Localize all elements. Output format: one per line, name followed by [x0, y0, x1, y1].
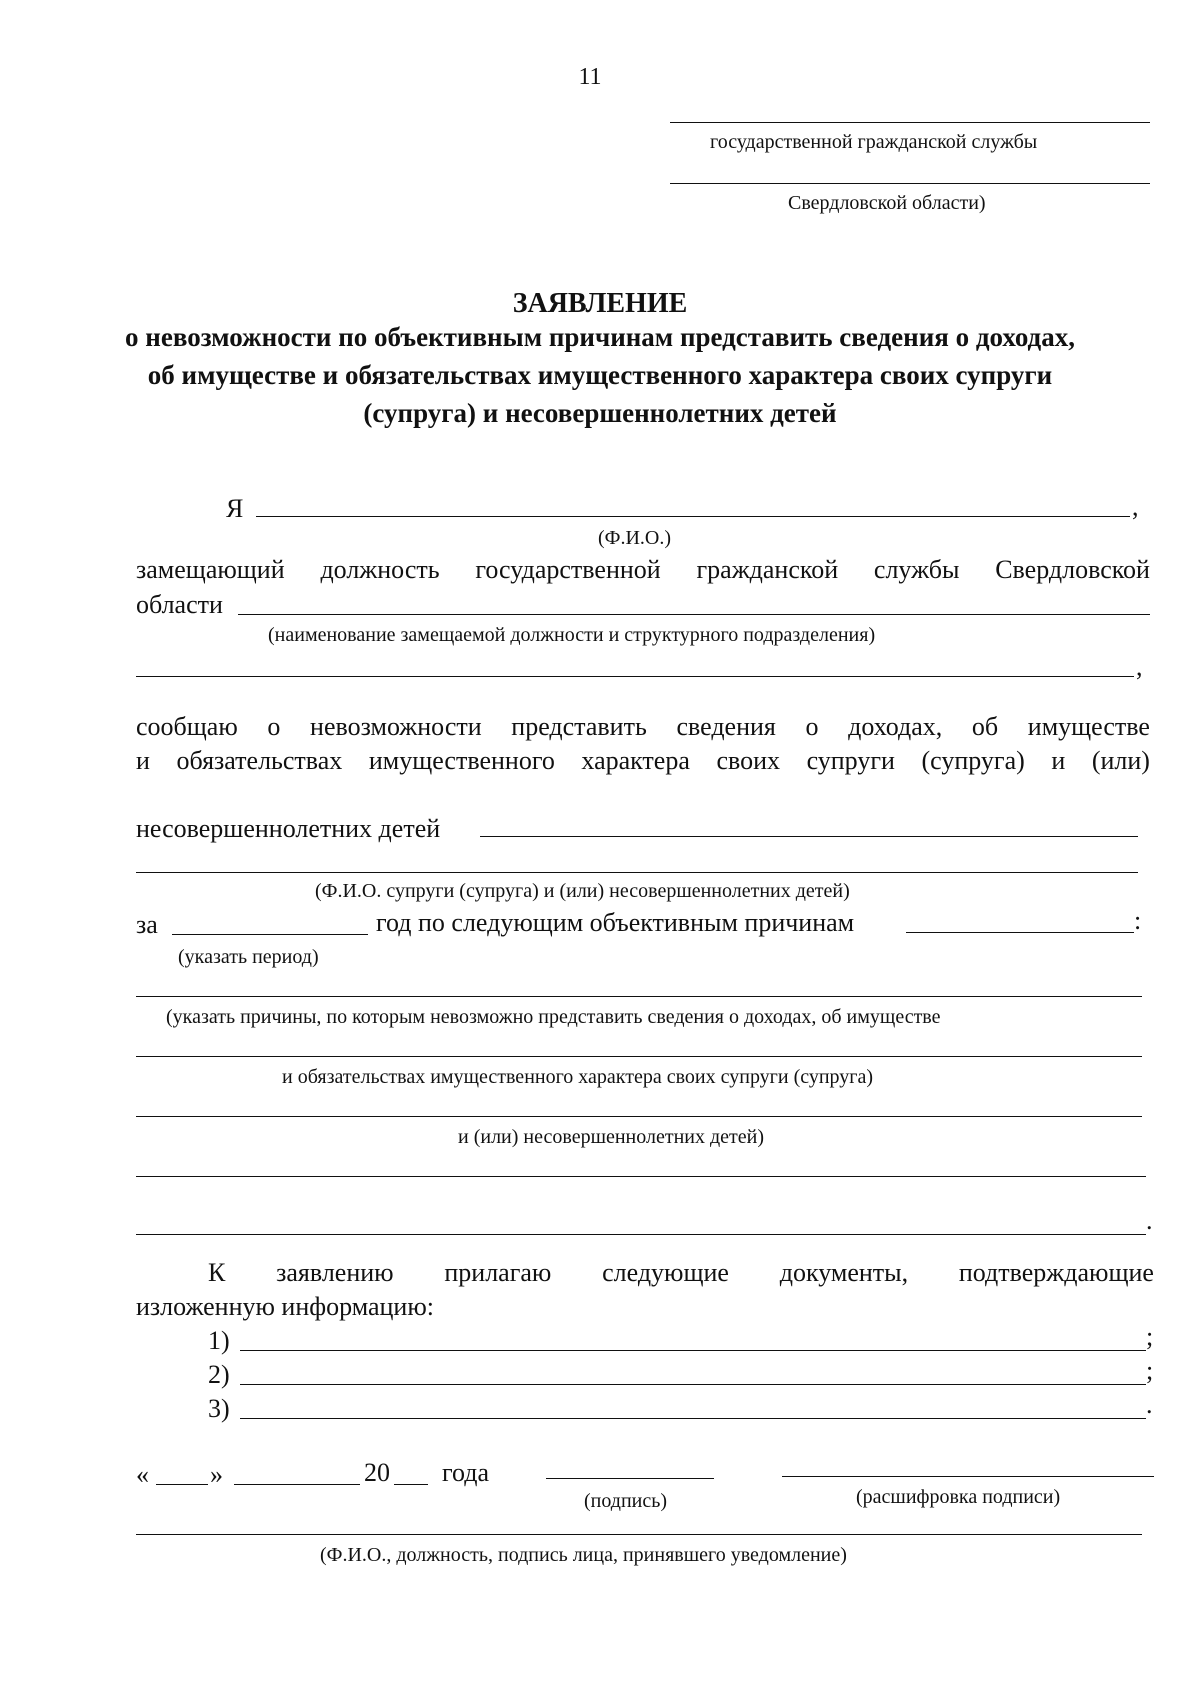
reasons-hint-1: (указать причины, по которым невозможно представить сведения о доходах, об имуществе	[166, 1006, 941, 1028]
receiver-hint: (Ф.И.О., должность, подпись лица, принявшего уведомление)	[320, 1544, 847, 1566]
reasons-input-line-4[interactable]	[136, 1176, 1146, 1177]
period-hint: (указать период)	[178, 946, 319, 968]
header-text-1: государственной гражданской службы	[710, 131, 1038, 153]
report-line-2	[136, 746, 1150, 776]
report-word: сообщаю	[136, 712, 238, 741]
reasons-input-line-5[interactable]	[136, 1234, 1146, 1235]
ya-label: Я	[226, 494, 244, 523]
document-title: ЗАЯВЛЕНИЕ	[512, 288, 688, 319]
report-word: имущественного	[368, 746, 555, 775]
date-year-prefix: 20	[364, 1458, 390, 1487]
attach-word: подтверждающие	[958, 1258, 1154, 1287]
report-word: (супруга)	[921, 746, 1025, 775]
attach-line-1	[208, 1258, 1154, 1288]
item-end: .	[1146, 1390, 1153, 1419]
date-close-quote: »	[210, 1460, 223, 1489]
signature-hint: (подпись)	[584, 1490, 668, 1512]
report-word: сведения	[676, 712, 776, 741]
position-line	[136, 555, 1150, 585]
report-word: (или)	[1091, 746, 1150, 775]
report-word: характера	[581, 746, 690, 775]
reasons-input-line-2[interactable]	[136, 1056, 1142, 1057]
position-word: гражданской	[696, 555, 839, 584]
item-number: 1)	[208, 1326, 230, 1355]
spouse-hint: (Ф.И.О. супруги (супруга) и (или) несовершеннолетних детей)	[315, 880, 850, 902]
item-number: 3)	[208, 1394, 230, 1423]
document-subtitle-2: об имуществе и обязательствах имущественного характера своих супруги	[147, 360, 1053, 390]
position-comma: ,	[1136, 652, 1143, 681]
attach-word: прилагаю	[444, 1258, 552, 1287]
report-word: своих	[716, 746, 780, 775]
header-line-2	[670, 183, 1150, 184]
date-day-line[interactable]	[156, 1484, 208, 1485]
position-word: замещающий	[136, 555, 285, 584]
children-label: несовершеннолетних детей	[136, 814, 441, 843]
date-open-quote: «	[136, 1460, 149, 1489]
item-end: ;	[1146, 1322, 1154, 1351]
children-input-line-2[interactable]	[136, 872, 1138, 873]
attach-word: документы,	[779, 1258, 909, 1287]
report-word: супруги	[806, 746, 895, 775]
reasons-hint-2: и обязательствах имущественного характера своих супруги (супруга)	[282, 1066, 874, 1088]
item-input-line-1[interactable]	[240, 1350, 1146, 1351]
position-word: Свердловской	[995, 555, 1150, 584]
fio-comma: ,	[1132, 492, 1139, 521]
period-input-line[interactable]	[172, 934, 368, 935]
za-label: за	[136, 910, 158, 939]
report-word: доходах,	[848, 712, 943, 741]
report-word: невозможности	[310, 712, 482, 741]
receiver-input-line[interactable]	[136, 1534, 1142, 1535]
children-input-line-1[interactable]	[480, 836, 1138, 837]
reasons-hint-3: и (или) несовершеннолетних детей)	[458, 1126, 765, 1148]
date-year-word: года	[442, 1458, 490, 1487]
header-text-2: Свердловской области)	[788, 192, 986, 214]
report-word: о	[805, 712, 819, 741]
attach-word: К	[208, 1258, 226, 1287]
position-word: государственной	[475, 555, 661, 584]
position-input-line-2[interactable]	[136, 676, 1134, 677]
document-subtitle-1: о невозможности по объективным причинам представить сведения о доходах,	[125, 322, 1075, 352]
date-month-line[interactable]	[234, 1484, 360, 1485]
date-year-line[interactable]	[394, 1484, 428, 1485]
reasons-period: .	[1146, 1206, 1153, 1235]
document-subtitle-3: (супруга) и несовершеннолетних детей	[363, 398, 837, 428]
position-hint: (наименование замещаемой должности и структурного подразделения)	[268, 624, 876, 646]
reasons-input-line-0[interactable]	[906, 932, 1134, 933]
report-word: обязательствах	[176, 746, 343, 775]
item-input-line-2[interactable]	[240, 1384, 1146, 1385]
page-number: 11	[578, 64, 602, 90]
position-word: должность	[320, 555, 440, 584]
report-word: и	[1051, 746, 1066, 775]
reasons-label: год по следующим объективным причинам	[376, 908, 855, 937]
reasons-input-line-3[interactable]	[136, 1116, 1142, 1117]
item-number: 2)	[208, 1360, 230, 1389]
fio-hint: (Ф.И.О.)	[598, 527, 672, 549]
signature-decode-hint: (расшифровка подписи)	[856, 1486, 1061, 1508]
oblasti-label: области	[136, 590, 223, 619]
attach-word: следующие	[602, 1258, 729, 1287]
report-word: об	[971, 712, 999, 741]
report-word: и	[136, 746, 150, 775]
attach-word: заявлению	[276, 1258, 394, 1287]
header-line-1	[670, 122, 1150, 123]
reasons-input-line-1[interactable]	[136, 996, 1142, 997]
report-line-1	[136, 712, 1150, 742]
position-input-line-1[interactable]	[238, 614, 1150, 615]
reasons-colon: :	[1134, 906, 1142, 935]
position-word: службы	[873, 555, 960, 584]
fio-input-line[interactable]	[256, 516, 1130, 517]
item-end: ;	[1146, 1356, 1154, 1385]
signature-decode-line[interactable]	[782, 1476, 1154, 1477]
attach-line-2: изложенную информацию:	[136, 1292, 434, 1321]
signature-line[interactable]	[546, 1478, 714, 1479]
report-word: о	[267, 712, 281, 741]
report-word: имуществе	[1027, 712, 1150, 741]
item-input-line-3[interactable]	[240, 1418, 1146, 1419]
report-word: представить	[511, 712, 647, 741]
